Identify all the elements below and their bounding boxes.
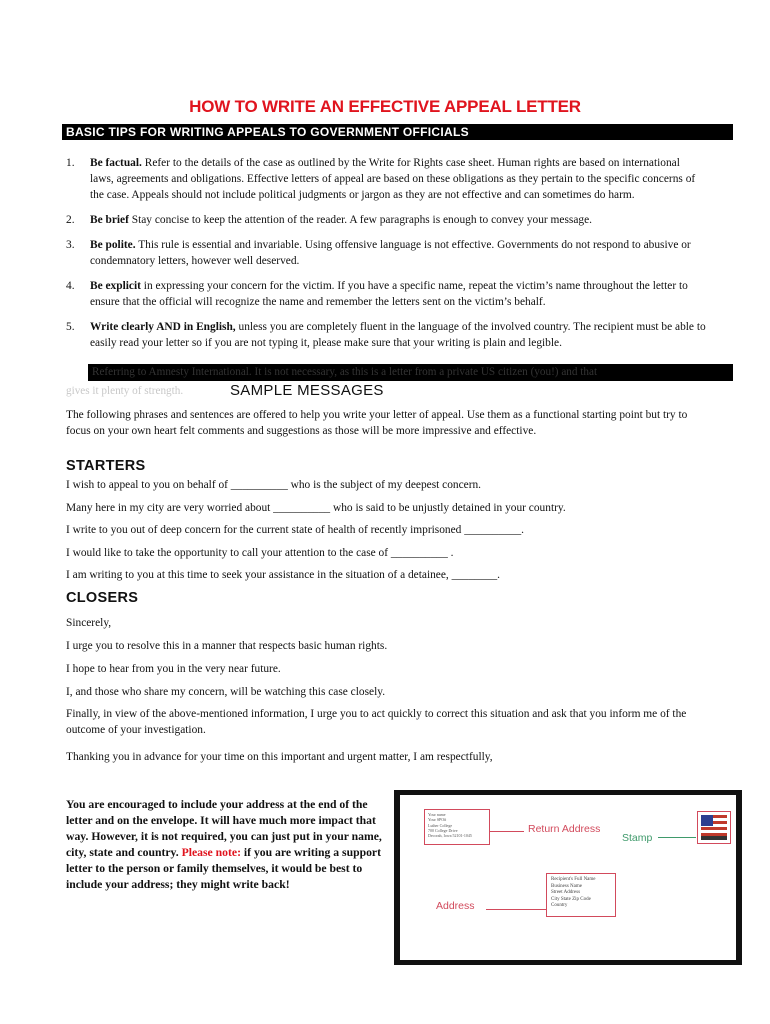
intro-paragraph: The following phrases and sentences are offered to help you write your letter of appeal. Use them as a functional starting point but try to focus on your own heart felt comments and suggestions as those will be more impressive and effective. [66, 409, 688, 437]
stamp-label: Stamp [622, 832, 653, 844]
return-line: Luther College [428, 822, 453, 828]
return-line: Your name [428, 812, 446, 817]
obscured-text-continued: gives it plenty of strength. [66, 385, 184, 397]
return-arrow [490, 831, 524, 832]
starter-line: I write to you out of deep concern for the current state of health of recently imprisoned __________. [66, 524, 525, 536]
closer-line: Thanking you in advance for your time on this important and urgent matter, I am respectfully, [66, 751, 493, 763]
address-advice-text: You are encouraged to include your address at the end of the letter and on the envelope. It will have much more impact that way. However, it is not required, you can just put in your name, city, state and country. [66, 798, 382, 859]
closer-line: I, and those who share my concern, will be watching this case closely. [66, 686, 386, 698]
tip-text: This rule is essential and invariable. Using offensive language is not effective. Governments do not respond to abusive or condemnatory letters, however well deserved. [90, 239, 691, 267]
starters-heading: STARTERS [66, 458, 146, 474]
tip-number: 2. [66, 214, 75, 226]
starter-line: Many here in my city are very worried about __________ who is said to be unjustly detained in your country. [66, 502, 566, 514]
please-note-label: Please note: [181, 846, 241, 859]
closer-line: I hope to hear from you in the very near future. [66, 663, 281, 675]
tip-number: 4. [66, 280, 75, 292]
page-title: HOW TO WRITE AN EFFECTIVE APPEAL LETTER [189, 97, 581, 116]
recipient-line: Recipient's Full Name [551, 877, 596, 882]
recipient-line: Street Address [551, 890, 581, 895]
tip-number: 3. [66, 239, 75, 251]
tip-number: 1. [66, 157, 75, 169]
address-arrow [486, 909, 546, 910]
tip-item [66, 237, 706, 269]
recipient-address-box [546, 873, 616, 917]
envelope [400, 795, 736, 960]
sample-messages-heading: SAMPLE MESSAGES [226, 381, 388, 401]
return-address-label: Return Address [528, 823, 601, 835]
closer-line: Finally, in view of the above-mentioned information, I urge you to act quickly to correct this situation and ask that you inform me of the outcome of your investigation. [66, 708, 687, 736]
recipient-line: Business Name [551, 883, 582, 889]
recipient-line: Country [551, 903, 568, 908]
tip-text: Refer to the details of the case as outlined by the Write for Rights case sheet. Human rights are based on international laws, agreements and obligations. Effective letters of appeal are based on these obligations as they pertain to the specific concerns of the case. Appeals should not include political judgments or jargon as they are not effective and can sometimes do harm. [90, 157, 696, 201]
starter-line: I wish to appeal to you on behalf of __________ who is the subject of my deepest concern. [66, 479, 482, 491]
address-label: Address [436, 900, 475, 912]
tips-list [66, 155, 706, 358]
starter-line: I would like to take the opportunity to call your attention to the case of __________ . [66, 547, 454, 559]
closers-heading: CLOSERS [66, 590, 139, 606]
tip-item [66, 319, 706, 351]
envelope-illustration [394, 790, 742, 965]
return-line: Your SPO# [428, 817, 447, 823]
closer-line: Sincerely, [66, 617, 112, 629]
tip-item [66, 155, 706, 203]
address-advice [66, 797, 384, 893]
stamp-arrow [658, 837, 696, 838]
return-line: Decorah, Iowa 52101-1045 [428, 833, 472, 839]
stamp-icon [697, 811, 731, 844]
tip-lead: Be factual. [90, 157, 142, 169]
return-line: 700 College Drive [428, 827, 458, 833]
tip-lead: Be polite. [90, 239, 136, 251]
return-address-box [424, 809, 490, 845]
tip-lead: Be explicit [90, 280, 141, 292]
tip-item [66, 278, 706, 310]
starter-line: I am writing to you at this time to seek your assistance in the situation of a detainee, ________. [66, 569, 501, 581]
tip-text: Stay concise to keep the attention of the reader. A few paragraphs is enough to convey your message. [128, 214, 592, 226]
tip-lead: Write clearly AND in English, [90, 321, 236, 333]
tip-lead: Be brief [90, 214, 129, 226]
tip-text: unless you are completely fluent in the language of the involved country. The recipient must be able to easily read your letter so if you are not typing it, please make sure that your writing is plain and legible. [90, 321, 706, 349]
recipient-line: City State Zip Code [551, 896, 591, 902]
closer-line: I urge you to resolve this in a manner that respects basic human rights. [66, 640, 388, 652]
address-advice-text-continued: if you are writing a support letter to the person or family themselves, it would be best to include your address; they might write back! [66, 846, 382, 891]
tips-heading: BASIC TIPS FOR WRITING APPEALS TO GOVERNMENT OFFICIALS [62, 124, 733, 140]
tip-number: 5. [66, 321, 75, 333]
tip-item [66, 212, 706, 228]
obscured-text: Referring to Amnesty International. It is not necessary, as this is a letter from a private US citizen (you!) and that [92, 366, 598, 378]
tip-text: in expressing your concern for the victim. If you have a specific name, repeat the victim’s name throughout the letter to ensure that the official will recognize the name and remember the letters sent on the victim’s behalf. [90, 280, 688, 308]
